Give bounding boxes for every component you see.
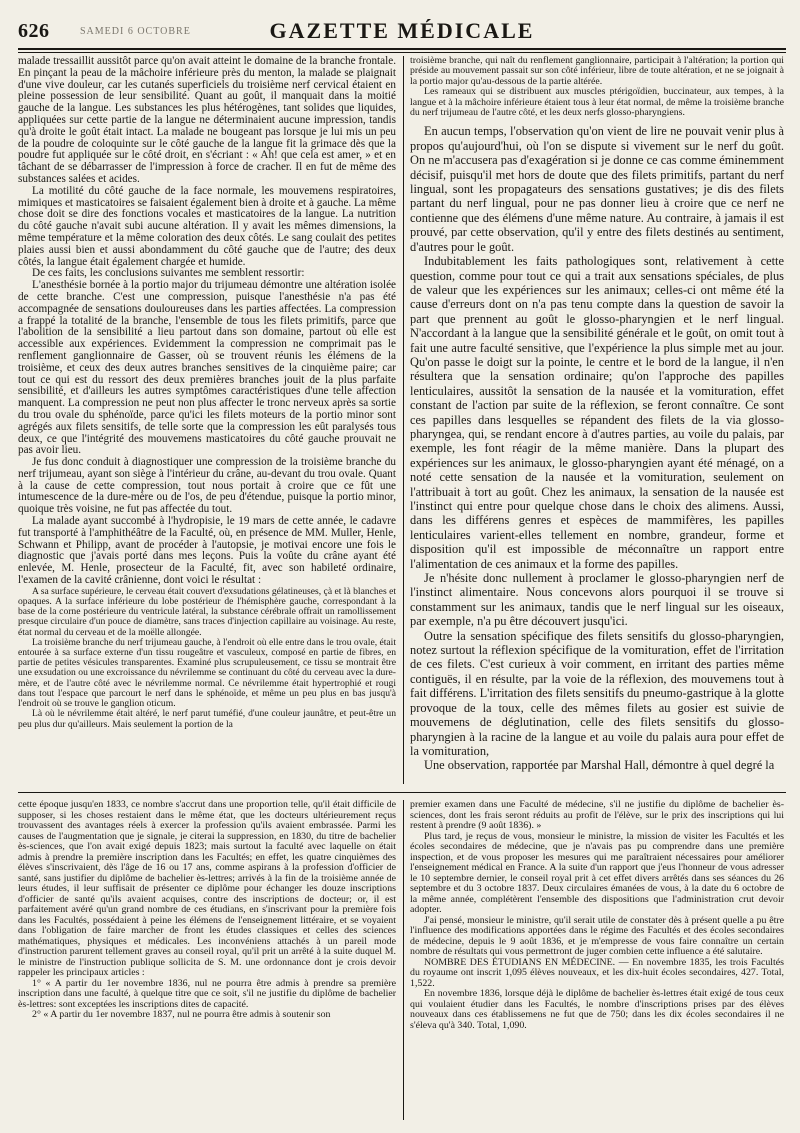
- feuilleton-rule: [18, 792, 786, 793]
- masthead-title: GAZETTE MÉDICALE: [269, 18, 535, 43]
- left-column: [18, 56, 396, 730]
- paragraph: De ces faits, les conclusions suivantes me semblent ressortir:: [32, 267, 305, 280]
- paragraph: La troisième branche du nerf trijumeau gauche, à l'endroit où elle entre dans le trou ovale, était entourée à sa surface externe d'un tissu rougeâtre et vasculeux, composé en partie de fibres, en partie de petites vésicules transparentes. Examiné plus scrupuleusement, ce tissu se montrait être une exsudation ou une excroissance du névrilemme se continuant du côté du cerveau avec la dure-mère, et de l'autre côté avec le névrilemme normal. Ce névrilemme était hypertrophié et rougi dans tout l'espace que parcourt le nerf dans le sphénoïde, et même un peu plus en bas jusqu'à l'endroit où se trouve le ganglion oticum.: [18, 636, 397, 710]
- paragraph: premier examen dans une Faculté de médecine, s'il ne justifie du diplôme de bachelier ès-sciences, dont les frais seront réduits au profit de l'élève, sur le prix des inscriptions qui lui restent à prendre (9 août 1836). »: [410, 799, 784, 831]
- bottom-right-column: [410, 800, 784, 1031]
- paragraph: A sa surface supérieure, le cerveau était couvert d'exsudations gélatineuses, çà et là blanches et opaques. A la surface inférieure du lobe postérieur de l'hémisphère gauche, correspondant à la base de la corne postérieure du ventricule latéral, la substance cérébrale offrait un ramollissement presque circulaire d'un pouce de diamètre, sans traces d'injection capillaire au voisinage. Au reste, état normal du cerveau et de la moëlle allongée.: [18, 585, 396, 638]
- page-header: [18, 18, 786, 44]
- paragraph: La motilité du côté gauche de la face normale, les mouvemens respiratoires, mimiques et masticatoires se faisaient également bien à droite et à gauche. La même chose doit se dire des fonctions vocales et masticatoires de la langue. La nutrition du côté gauche n'avait subi aucune altération. Il y avait les mêmes dimensions, la même température et la même coloration des deux côtés. Le sang coulait des petites plaies aussi bien et aussi abondamment du côté gauche que de l'autre; des deux côtés, la langue était également chargée et humide.: [18, 184, 396, 268]
- paragraph: Les rameaux qui se distribuent aux muscles ptérigoïdien, buccinateur, aux tempes, à la langue et à la mâchoire inférieure étaient tous à leur état normal, de même la troisième branche du nerf trijumeau de l'autre côté, et les deux nerfs glosso-pharyngiens.: [410, 86, 784, 119]
- right-column: [410, 56, 784, 773]
- column-divider: [403, 800, 404, 1120]
- column-divider: [403, 56, 404, 784]
- paragraph: J'ai pensé, monsieur le ministre, qu'il serait utile de constater dès à présent quelle a pu être l'influence des modifications apportées dans le régime des Facultés et des écoles secondaires de médecine, depuis le 9 août 1836, et je m'empresse de vous faire connaître un certain nombre de résultats qui vous permettront de juger combien cette influence a été salutaire.: [410, 914, 784, 957]
- paragraph: 2° « A partir du 1er novembre 1837, nul ne pourra être admis à soutenir son: [32, 1009, 331, 1020]
- header-rule: [18, 48, 786, 50]
- bottom-left-column: [18, 800, 396, 1021]
- paragraph: Outre la sensation spécifique des filets sensitifs du glosso-pharyngien, notez surtout la réflexion spécifique de la vomituration, effet de l'irritation de ces filets. C'est curieux à voir comment, en irritant des parties même contiguës, il en résulte, par la voie de la réflexion, des mouvemens tout à fait différens. L'irritation des filets sensitifs du pneumo-gastrique à la glotte provoque de la toux, celle des mêmes filets au gosier est suivie de mouvemens de déglutination, celle des filets sensitifs du glosso-pharyngien à la racine de la langue et au voile du palais aura pour effet de la vomituration,: [410, 628, 784, 758]
- paragraph: Là où le névrilemme était altéré, le nerf parut tuméfié, d'une couleur jaunâtre, et peut-être un peu plus dur qu'ailleurs. Mais seulement la portion de la: [18, 708, 396, 730]
- paragraph: Indubitablement les faits pathologiques sont, relativement à cette question, comme pour tout ce qui a trait aux sensations spéciales, de plus de valeur que les expériences sur les animaux; celles-ci ont même été la cause d'erreurs dont on n'a pas tenu compte dans la question de savoir la part que prennent au goût le glosso-pharyngien et le nerf lingual. N'accordant à la langue que la sensibilité générale et le goût, on omit tout à fait une autre faculté sensitive, que l'expérience la plus simple met au jour. Qu'on passe le doigt sur la pointe, le centre et le bord de la langue, il n'en résultera que la sensation ordinaire; qu'on l'approche des papilles lenticulaires, aussitôt la sensation de la nausée et la vomituration, effet constant de l'action par suite de la réflexion, se feront connaître. Ce sont ces papilles dans lesquelles se répandent des filets de la via glosso-pharyngea, qui, se rendant encore à d'autres parties, au voile du palais, par exemple, les font réagir de la même manière. Dans la plupart des expériences sur les animaux, le glosso-pharyngien ayant été ménagé, on a noté cette sensation de la nausée et la vomituration, seulement on l'attribuait à tort au goût. Chez les animaux, la sensation de la nausée est l'instinct qui entre pour quelque chose dans le choix des alimens. Aussi, dans les différens genres et espèces de mammifères, les papilles lenticulaires varient-elles tellement en nombre, grandeur, forme et disposition qu'il est impossible de méconnaître un rapport entre l'alimentation de ces animaux et la forme des papilles.: [410, 254, 784, 571]
- paragraph: NOMBRE DES ÉTUDIANS EN MÉDECINE. — En novembre 1835, les trois Facultés du royaume ont inscrit 1,095 élèves nouveaux, et les dix-huit écoles secondaires, 427. Total, 1,522.: [410, 956, 784, 989]
- paragraph: La malade ayant succombé à l'hydropisie, le 19 mars de cette année, le cadavre fut transporté à l'amphithéâtre de la Faculté, où, en présence de MM. Muller, Henle, Schwann et Philipp, avant de procéder à l'autopsie, je motivai encore une fois le diagnostic que j'avais porté dans mes leçons. Puis la voûte du crâne ayant été enlevée, M. Henle, prosecteur de la Faculté, fit, avec son habileté ordinaire, l'examen de la cavité crânienne, dont voici le résultat :: [18, 515, 396, 587]
- paragraph: En aucun temps, l'observation qu'on vient de lire ne pouvait venir plus à propos qu'aujourd'hui, où l'on se dispute si vivement sur le nerf du goût. On ne m'accusera pas d'exagération si je donne ce cas comme éminemment décisif, puisqu'il met hors de doute que des filets primitifs, partant du nerf lingual, sont les propagateurs des sensations gustatives; je dis des filets partant du nerf lingual, pour ne pas donner lieu à croire que ce nerf ne contienne que des élémens d'une même nature. Au contraire, à jamais il est prouvé, par cette observation, qu'il y entre des filets destinés au sentiment, d'autres pour le goût.: [410, 124, 784, 254]
- issue-date: SAMEDI 6 OCTOBRE: [80, 26, 191, 37]
- paragraph: Je n'hésite donc nullement à proclamer le glosso-pharyngien nerf de l'instinct alimentaire. Nous concevons alors pourquoi il se trouve si constamment sur les animaux, tandis que le nerf lingual sur les oiseaux, par exemple, n'a pu être découvert jusqu'ici.: [410, 571, 784, 629]
- paragraph: En novembre 1836, lorsque déjà le diplôme de bachelier ès-lettres était exigé de tous ceux qui voulaient étudier dans les Facultés, le nombre d'inscriptions prises par des élèves nouveaux dans ces établissemens ne fut que de 750; dans les dix écoles secondaires il ne s'éleva qu'à 340. Total, 1,090.: [410, 988, 784, 1031]
- paragraph: Je fus donc conduit à diagnostiquer une compression de la troisième branche du nerf trijumeau, ayant son siège à l'intérieur du crâne, au-devant du trou ovale. Quant à la cause de cette compression, tout nous portait à croire que ce fût une intumescence de la dure-mère ou de l'os, de peu d'étendue, puisque la portio minor, quoique très voisine, ne fut pas affectée du tout.: [18, 456, 396, 516]
- paragraph: Une observation, rapportée par Marshal Hall, démontre à quel degré la: [424, 758, 775, 773]
- paragraph: malade tressaillit aussitôt parce qu'on avait atteint le domaine de la branche frontale. En pinçant la peau de la mâchoire inférieure près du menton, la malade se plaignait d'une vive douleur, car les cutanés superficiels du troisième nerf cervical étaient en pleine possession de leur sensibilité. Quant au goût, il manquait dans la moitié gauche de la langue. Les substances les plus hétérogènes, tant solides que liquides, appliquées sur cette partie de la langue ne déterminaient aucune impression, tandis qu'à droite le goût était intact. La malade ne bougeant pas lorsque je lui mis un peu de la poudre de coloquinte sur le côté gauche de la langue fit la grimace dès que la poudre fut appliquée sur le côté droit, en s'écriant : « Ah! que cela est amer, » et en tâchant de se débarrasser de l'impression à force de cracher. Il en fut de même des substances salées et acides.: [18, 55, 396, 185]
- paragraph: Plus tard, je reçus de vous, monsieur le ministre, la mission de visiter les Facultés et les écoles secondaires de médecine, que je n'avais pas pu comprendre dans une première inspection, et de vous proposer les mesures qui me paraîtraient nécessaires pour améliorer l'enseignement médical en France. A la suite d'un rapport que j'eus l'honneur de vous adresser le 10 septembre dernier, le conseil royal prit à cet effet divers arrêtés dans ses séances du 26 septembre et du 3 octobre 1837. Deux circulaires émanées de vous, à la date du 6 octobre de la même année, complétèrent l'ensemble des dispositions que l'administration crut devoir adopter.: [410, 830, 784, 915]
- paragraph: 1° « A partir du 1er novembre 1836, nul ne pourra être admis à prendre sa première inscription dans une faculté, à quelque titre que ce soit, s'il ne justifie du diplôme de bachelier ès-lettres: sont exceptées les inscriptions dites de capacité.: [18, 977, 396, 1010]
- paragraph: L'anesthésie bornée à la portio major du trijumeau démontre une altération isolée de cette branche. C'est une compression, puisque l'anesthésie n'a pas été accompagnée de sensations douloureuses dans les parties affectées. La compression a frappé la totalité de la branche, l'ensemble de tous les filets primitifs, parce que l'abolition de la sensibilité a lieu partout dans son domaine, partout où elle est accessible aux expériences. Evidemment la compression ne comprimait pas le renflement ganglionnaire de Gasser, où se trouvent réunis les élémens de la troisième, et ceux des deux autres branches sensitives de la cinquième paire; car tout ce qui est du ressort des deux premières branches jouit de la plus parfaite sensibilité, et d'ailleurs les autres symptômes caractéristiques d'une telle affection manquent. La compression ne peut non plus affecter le tronc nerveux après sa sortie du trou ovale du sphénoïde, parce qu'ici les filets moteurs de la portio minor sont agrégés aux filets sensitifs, de telle sorte que la compression les eût paralysés tous deux, ce que l'intégrité des mouvemens masticatoires du côté gauche prouvait ne pas avoir lieu.: [18, 279, 396, 457]
- paragraph: cette époque jusqu'en 1833, ce nombre s'accrut dans une proportion telle, qu'il était difficile de supposer, si les choses restaient dans le même état, que les docteurs ultérieurement reçus trouvassent des avantages réels à exercer la profession qu'ils avaient embrassée. Parmi les causes de l'augmentation que je signale, je citerai la suppression, en 1830, du titre de bachelier ès-sciences, que l'on avait exigé depuis 1823; mais surtout la faculté avec laquelle on était admis à prendre la première inscription dans les Facultés; en effet, les quatre cinquièmes des élèves s'inscrivaient, dès l'âge de 16 ou 17 ans, comme aspirans à la profession d'officier de santé, sans justifier du diplôme de bachelier ès-lettres; arrivés à la fin de la troisième année de leurs études, il leur suffisait de présenter ce diplôme pour échanger les douze inscriptions d'officier de santé qu'ils avaient acquises, contre des inscriptions de docteur; or, il est parfaitement avéré qu'un grand nombre de ces étudians, en s'inscrivant pour la première fois dans les Facultés, possédaient à peine les élémens de l'enseignement littéraire, et se voyaient dans l'obligation de faire marcher de front les études classiques et celles des sciences mathématiques, physiques et médicales. Les inconvéniens attachés à un pareil mode d'instruction parurent tellement graves au conseil royal, qu'il prit un arrêté à la suite duquel M. le ministre de l'instruction publique sollicita de S. M. une ordonnance dont je crois devoir rappeler les principaux articles :: [18, 799, 396, 978]
- page-number: 626: [18, 20, 50, 42]
- paragraph: troisième branche, qui naît du renflement ganglionnaire, participait à l'altération; la portion qui préside au mouvement passait sur son côté inférieur, libre de toute altération, et ne se joignait à la portio major qu'au-dessous de la partie altérée.: [410, 55, 784, 87]
- header-rule-thin: [18, 52, 786, 53]
